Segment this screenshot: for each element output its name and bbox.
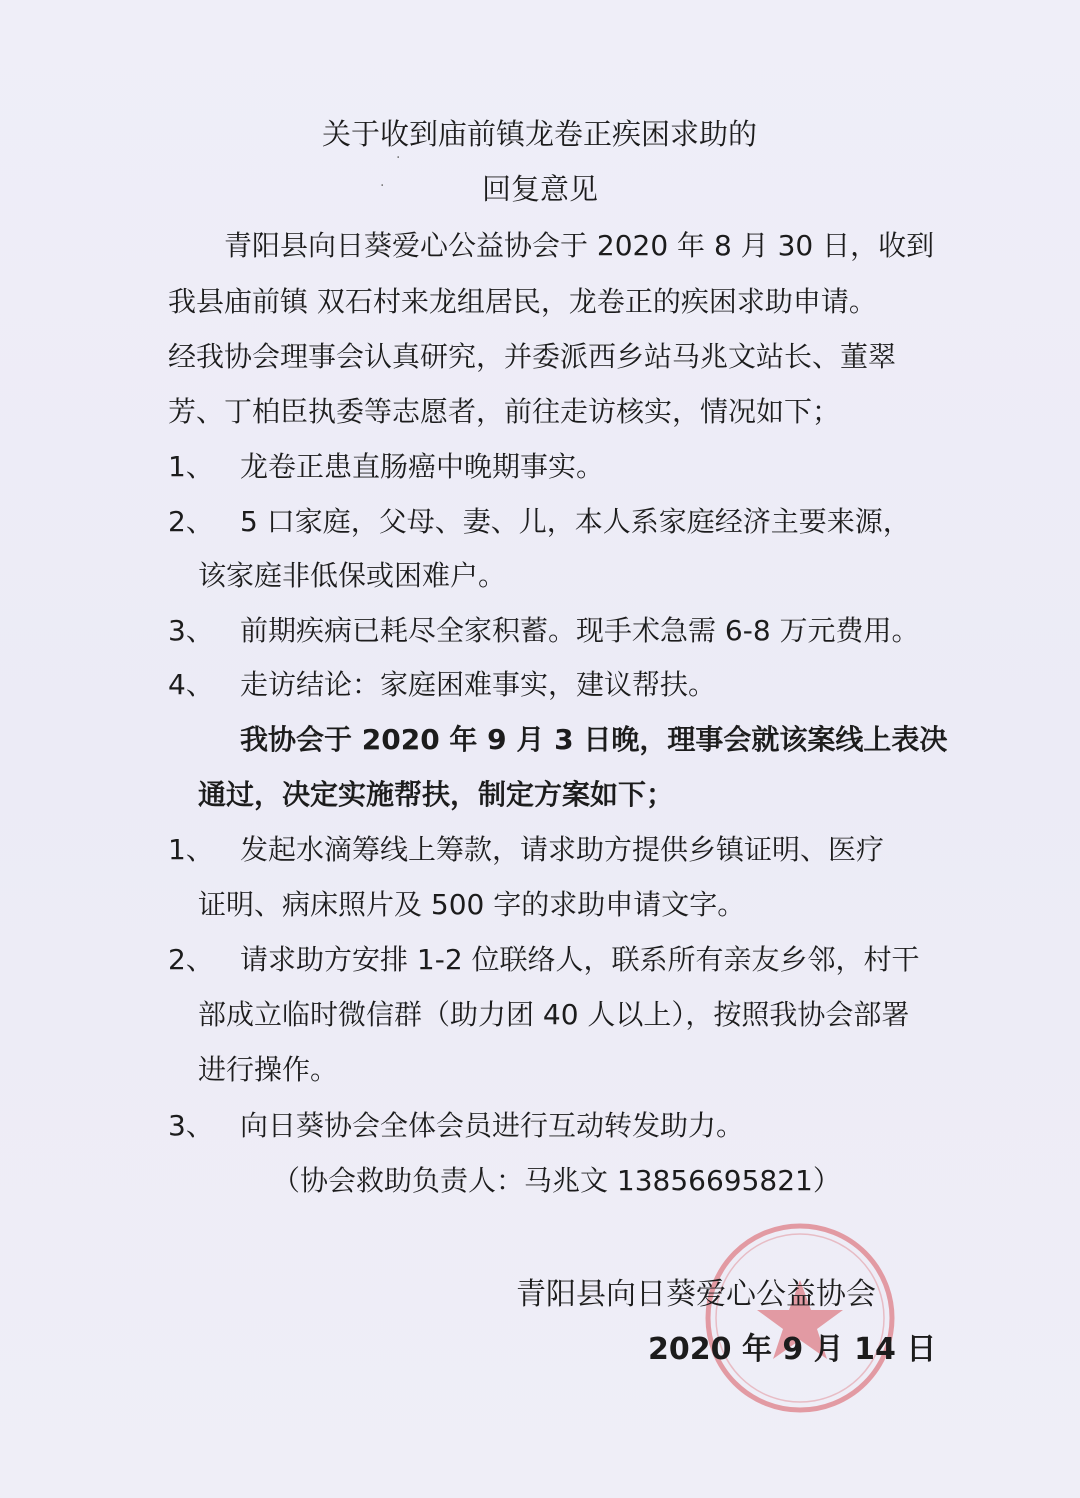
paragraph1-line: 经我协会理事会认真研究，并委派西乡站马兆文站长、董翠 [168,340,897,373]
plan-text: 进行操作。 [198,1053,339,1086]
plan-text: 部成立临时微信群（助力团 40 人以上），按照我协会部署 [198,998,910,1031]
plan-text: 请求助方安排 1-2 位联络人，联系所有亲友乡邻，村干 [240,943,920,976]
plan-text: 发起水滴筹线上筹款，请求助方提供乡镇证明、医疗 [240,833,885,866]
speck-mark: · [396,150,401,166]
finding-number: 2、 [168,505,214,538]
finding-text: 前期疾病已耗尽全家积蓄。现手术急需 6-8 万元费用。 [240,614,920,647]
finding-text: 走访结论：家庭困难事实，建议帮扶。 [240,668,717,701]
finding-number: 4、 [168,668,214,701]
finding-text: 5 口家庭，父母、妻、儿，本人系家庭经济主要来源， [240,505,911,538]
decision-line: 通过，决定实施帮扶，制定方案如下； [198,778,675,811]
contact-line: （协会救助负责人：马兆文 13856695821） [272,1164,841,1197]
decision-line: 我协会于 2020 年 9 月 3 日晚，理事会就该案线上表决 [240,723,948,756]
paragraph1-line: 我县庙前镇 双石村来龙组居民，龙卷正的疾困求助申请。 [168,285,877,318]
plan-number: 1、 [168,833,214,866]
finding-text: 龙卷正患直肠癌中晚期事实。 [240,450,605,483]
speck-mark: · [380,178,385,194]
plan-number: 3、 [168,1109,214,1142]
finding-number: 3、 [168,614,214,647]
finding-text: 该家庭非低保或困难户。 [198,559,507,592]
finding-number: 1、 [168,450,214,483]
paragraph1-line: 芳、丁柏臣执委等志愿者，前往走访核实，情况如下； [168,395,841,428]
document-title-line1: 关于收到庙前镇龙卷正疾困求助的 [322,117,758,151]
plan-text: 向日葵协会全体会员进行互动转发助力。 [240,1109,745,1142]
document-title-line2: 回复意见 [482,172,599,206]
red-seal-stamp [700,1218,900,1418]
plan-number: 2、 [168,943,214,976]
signature-date: 2020 年 9 月 14 日 [648,1332,937,1367]
plan-text: 证明、病床照片及 500 字的求助申请文字。 [198,888,746,921]
paragraph1-line: 青阳县向日葵爱心公益协会于 2020 年 8 月 30 日，收到 [224,229,935,262]
signature-organization: 青阳县向日葵爱心公益协会 [516,1277,876,1312]
